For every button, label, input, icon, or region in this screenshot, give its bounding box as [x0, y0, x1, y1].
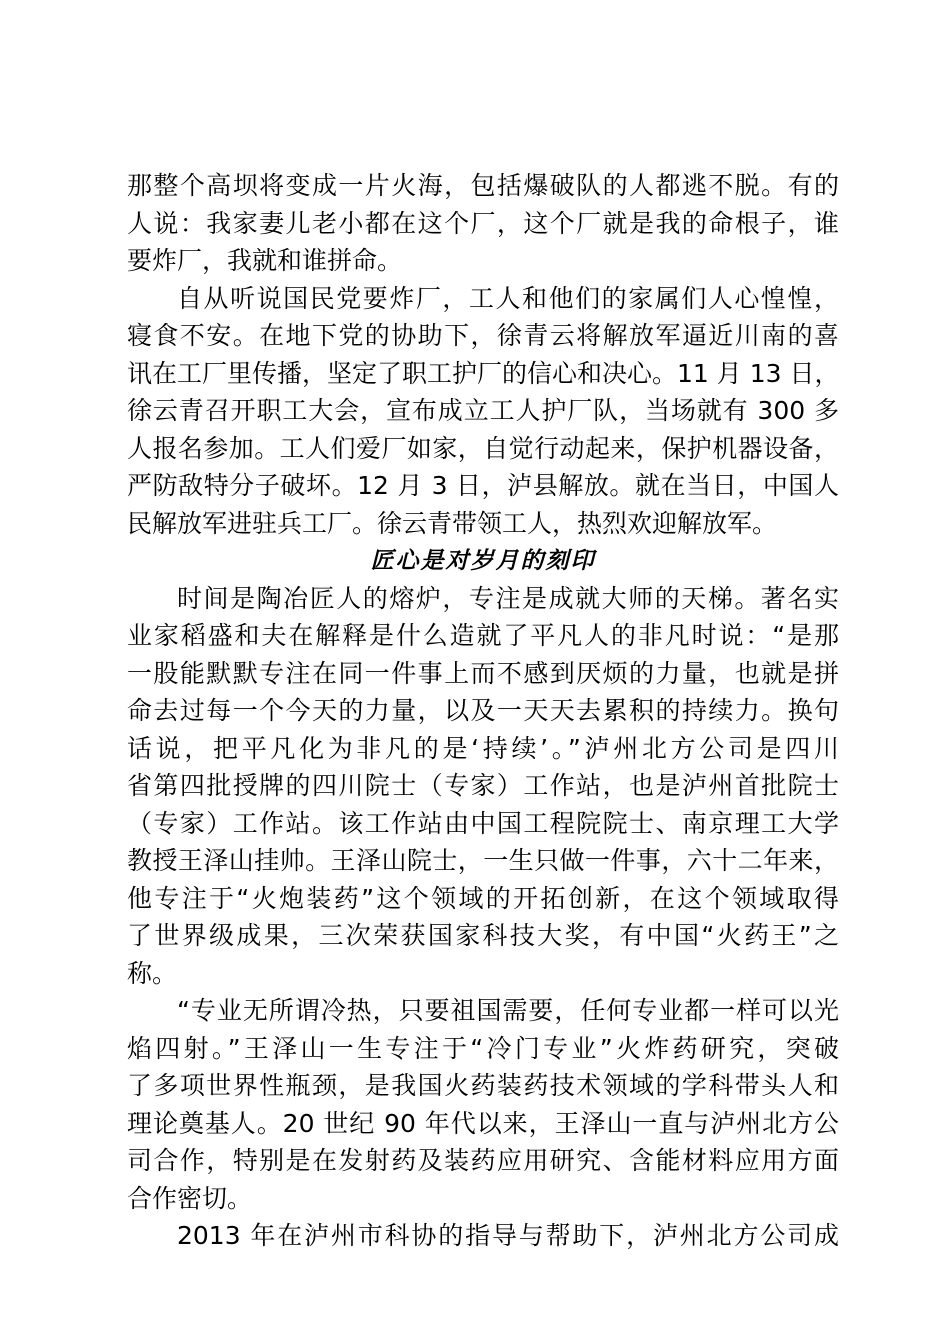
text-line: 了世界级成果，三次荣获国家科技大奖，有中国“火药王”之	[127, 921, 839, 950]
text-line: 人说：我家妻儿老小都在这个厂，这个厂就是我的命根子，谁	[127, 208, 839, 238]
text-line: 司合作，特别是在发射药及装药应用研究、含能材料应用方面	[127, 1146, 839, 1175]
text-line: 时间是陶冶匠人的熔炉，专注是成就大师的天梯。著名实	[177, 583, 839, 613]
text-line: 理论奠基人。20 世纪 90 年代以来，王泽山一直与泸州北方公	[127, 1108, 839, 1138]
text-line: “专业无所谓冷热，只要祖国需要，任何专业都一样可以光	[177, 996, 839, 1025]
paragraph-5	[127, 1217, 839, 1255]
text-line: 教授王泽山挂帅。王泽山院士，一生只做一件事，六十二年来，	[127, 846, 839, 875]
text-line: 讯在工厂里传播，坚定了职工护厂的信心和决心。11 月 13 日，	[127, 358, 840, 388]
paragraph-3	[127, 580, 839, 993]
text-line: （专家）工作站。该工作站由中国工程院院士、南京理工大学	[127, 808, 839, 838]
text-line: 要炸厂，我就和谁拼命。	[127, 246, 403, 275]
text-line: 寝食不安。在地下党的协助下，徐青云将解放军逼近川南的喜	[127, 321, 839, 350]
text-line: 2013 年在泸州市科协的指导与帮助下，泸州北方公司成	[177, 1221, 839, 1250]
text-line: 焰四射。”王泽山一生专注于“冷门专业”火炸药研究，突破	[127, 1033, 839, 1063]
text-line: 人报名参加。工人们爱厂如家，自觉行动起来，保护机器设备，	[127, 433, 839, 463]
paragraph-2	[127, 280, 839, 543]
text-line: 徐云青召开职工大会，宣布成立工人护厂队，当场就有 300 多	[127, 396, 839, 425]
text-line: 那整个高坝将变成一片火海，包括爆破队的人都逃不脱。有的	[127, 171, 839, 200]
text-line: 一股能默默专注在同一件事上而不感到厌烦的力量，也就是拼	[127, 658, 839, 688]
text-line: 他专注于“火炮装药”这个领域的开拓创新，在这个领域取得	[127, 883, 839, 913]
section-heading: 匠心是对岁月的刻印	[370, 547, 596, 574]
text-line: 命去过每一个今天的力量，以及一天天去累积的持续力。换句	[127, 696, 839, 725]
text-line: 省第四批授牌的四川院士（专家）工作站，也是泸州首批院士	[127, 771, 839, 800]
text-line: 自从听说国民党要炸厂，工人和他们的家属们人心惶惶，	[177, 283, 839, 313]
text-line: 业家稻盛和夫在解释是什么造就了平凡人的非凡时说：“是那	[127, 621, 839, 650]
paragraph-1	[127, 167, 839, 280]
text-line: 话说，把平凡化为非凡的是‘持续’。”泸州北方公司是四川	[127, 733, 839, 763]
text-line: 民解放军进驻兵工厂。徐云青带领工人，热烈欢迎解放军。	[127, 508, 778, 538]
text-line: 称。	[127, 958, 178, 988]
text-line: 合作密切。	[127, 1183, 253, 1213]
paragraph-4	[127, 992, 839, 1217]
text-line: 严防敌特分子破坏。12 月 3 日，泸县解放。就在当日，中国人	[127, 471, 839, 500]
text-line: 了多项世界性瓶颈，是我国火药装药技术领域的学科带头人和	[127, 1071, 839, 1100]
document-page	[127, 167, 839, 1255]
